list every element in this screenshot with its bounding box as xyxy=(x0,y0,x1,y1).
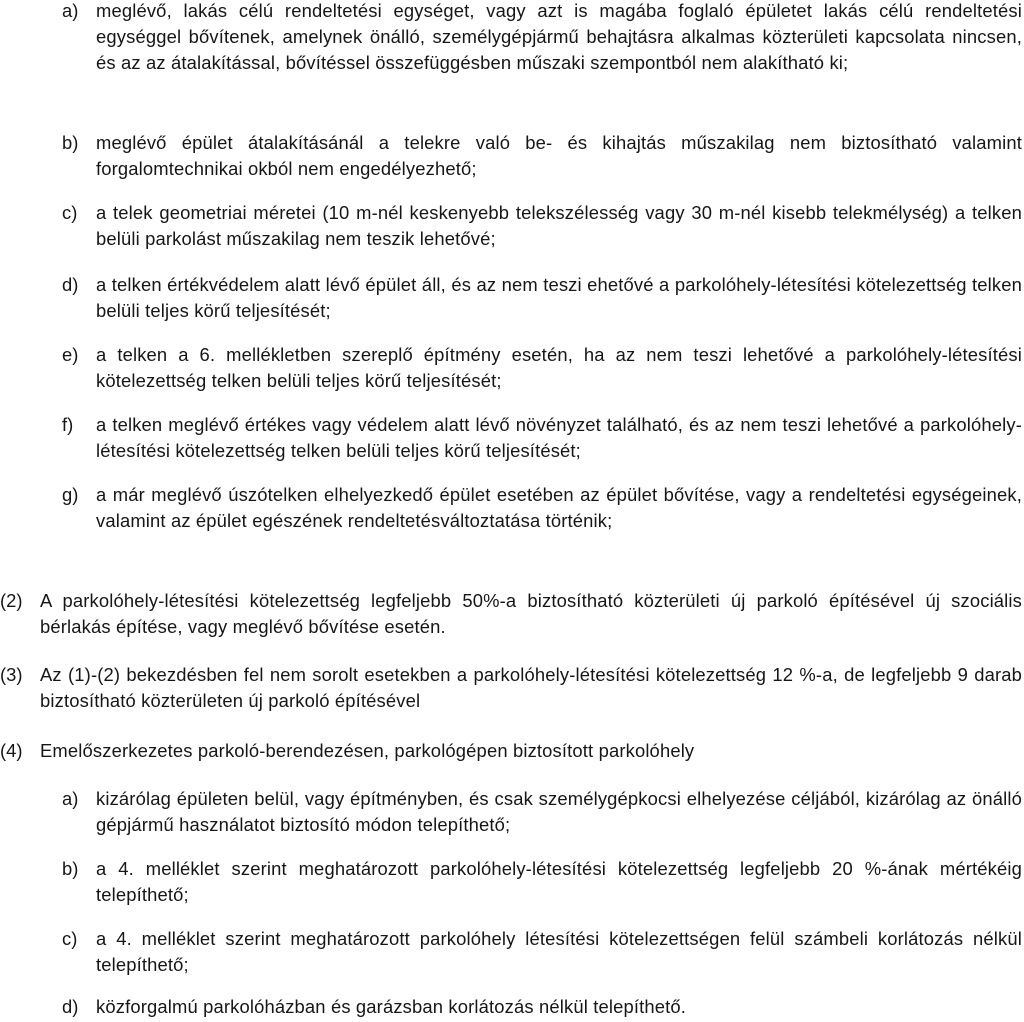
list-marker: g) xyxy=(62,484,79,505)
list-marker: b) xyxy=(62,858,79,879)
list-marker: c) xyxy=(62,202,78,223)
paragraph-number: (4) xyxy=(0,740,23,761)
paragraph-number: (2) xyxy=(0,590,23,611)
list-marker: d) xyxy=(62,996,79,1017)
list-item-text: közforgalmú parkolóházban és garázsban korlátozás nélkül telepíthető. xyxy=(96,996,687,1017)
list-marker: f) xyxy=(62,414,74,435)
list-item-text: meglévő épület átalakításánál a telekre való be- és kihajtás műszakilag nem biztosítható valamint forgalomtechnikai okból nem engedélyezhető; xyxy=(96,132,1022,179)
list-marker: e) xyxy=(62,344,79,365)
list-marker: b) xyxy=(62,132,79,153)
paragraph-number: (3) xyxy=(0,664,23,685)
list-item-text: a már meglévő úszótelken elhelyezkedő épület esetében az épület bővítése, vagy a rendeltetési egységeinek, valamint az épület egészének rendeltetésváltoztatása történik; xyxy=(96,484,1022,531)
paragraph-text: Az (1)-(2) bekezdésben fel nem sorolt esetekben a parkolóhely-létesítési kötelezettség 12 %-a, de legfeljebb 9 darab biztosítható közterületen új parkoló építésével xyxy=(40,664,1022,711)
list-marker: a) xyxy=(62,788,79,809)
list-marker: a) xyxy=(62,0,79,21)
list-item-text: a 4. melléklet szerint meghatározott parkolóhely létesítési kötelezettségen felül számbeli korlátozás nélkül telepíthető; xyxy=(96,928,1022,975)
list-item-text: a telken meglévő értékes vagy védelem alatt lévő növényzet található, és az nem teszi lehetővé a parkolóhely-létesítési kötelezettség telken belüli teljes körű teljesítését; xyxy=(96,414,1022,461)
list-item-text: a telken a 6. mellékletben szereplő építmény esetén, ha az nem teszi lehetővé a parkolóhely-létesítési kötelezettség telken belüli teljes körű teljesítését; xyxy=(96,344,1022,391)
list-item-text: kizárólag épületen belül, vagy építményben, és csak személygépkocsi elhelyezése céljából, kizárólag az önálló gépjármű használatot biztosító módon telepíthető; xyxy=(96,788,1022,835)
list-item-text: a telek geometriai méretei (10 m-nél keskenyebb telekszélesség vagy 30 m-nél kisebb telekmélység) a telken belüli parkolást műszakilag nem teszik lehetővé; xyxy=(96,202,1022,249)
list-item-text: a telken értékvédelem alatt lévő épület áll, és az nem teszi ehetővé a parkolóhely-létesítési kötelezettség telken belüli teljes körű teljesítését; xyxy=(96,274,1022,321)
list-item-text: a 4. melléklet szerint meghatározott parkolóhely-létesítési kötelezettség legfeljebb 20 %-ának mértékéig telepíthető; xyxy=(96,858,1022,905)
paragraph-text: Emelőszerkezetes parkoló-berendezésen, parkológépen biztosított parkolóhely xyxy=(40,740,695,761)
list-marker: d) xyxy=(62,274,79,295)
list-item-text: meglévő, lakás célú rendeltetési egységet, vagy azt is magába foglaló épületet lakás célú rendeltetési egységgel bővítenek, amelynek önálló, személygépjármű behajtásra alkalmas közterületi kapcsolata nincsen, és az az átalakítással, bővítéssel összefüggésben műszaki szempontból nem alakítható ki; xyxy=(96,0,1022,73)
list-marker: c) xyxy=(62,928,78,949)
paragraph-text: A parkolóhely-létesítési kötelezettség legfeljebb 50%-a biztosítható közterületi új parkoló építésével új szociális bérlakás építése, vagy meglévő bővítése esetén. xyxy=(40,590,1022,637)
